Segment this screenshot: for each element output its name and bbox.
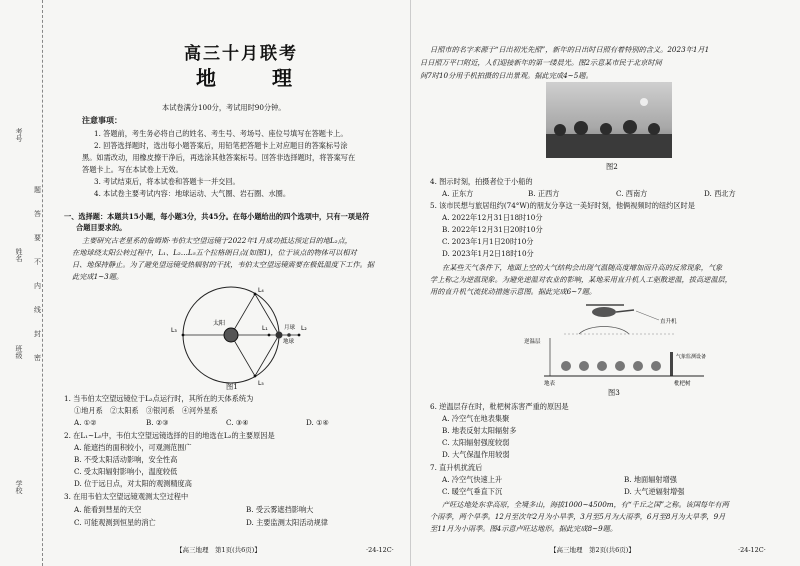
name-label: 姓名	[15, 248, 23, 262]
airflow-arrow	[579, 327, 629, 335]
q3-choice-a: A. 能看到彗星的天空	[74, 505, 142, 514]
q3-choice-d: D. 主要监测太阳活动规律	[246, 518, 328, 527]
leader-line	[636, 311, 659, 320]
page-1-code: ·24-12C·	[366, 546, 394, 554]
figure-1-lagrange	[166, 280, 316, 392]
moon-label: 月球	[284, 325, 296, 331]
figure-3-helicopter-diagram	[524, 298, 714, 388]
q7-choice-c: C. 暖空气垂直下沉	[442, 487, 503, 496]
q5-choice-d: D. 2023年1月2日18时10分	[442, 249, 534, 258]
seal-line-text	[34, 185, 44, 377]
q4-choice-b: B. 正西方	[528, 189, 560, 198]
notice-line: 2. 回答选择题时，选出每小题答案后，用铅笔把答题卡上对应题目的答案标号涂	[94, 141, 348, 150]
seal-char: 要	[34, 234, 41, 242]
passage-line: 日照市的名字来源于“日出初光先照”，新年的日出时日照有着特别的含义。2023年1月1	[430, 45, 710, 54]
l2-label: L₂	[301, 325, 307, 332]
person-silhouette	[600, 123, 612, 135]
passage-line: 间7时10分用手机拍摄的日出景观。据此完成4~5题。	[420, 71, 593, 80]
person-silhouette	[554, 124, 566, 136]
q7-choice-b: B. 地面辐射增强	[624, 475, 677, 484]
school-label: 学校	[15, 480, 23, 494]
q4-stem: 4. 图示时刻，拍摄者位于小船的	[430, 177, 533, 186]
q1-choice-d: D. ①④	[306, 418, 329, 427]
seal-char: 内	[34, 282, 41, 290]
passage-line: 日日照万平口附近，人们迎接新年的第一缕晨光。图2示意某市民于北京时间	[420, 58, 662, 67]
q2-choice-a: A. 能遮挡的面积较小，可观测范围广	[74, 443, 192, 452]
section-heading: 一、选择题：本题共15小题，每小题3分，共45分。在每小题给出的四个选项中，只有一项是符	[64, 212, 370, 221]
q5-choice-b: B. 2022年12月31日20时10分	[442, 225, 543, 234]
q1-choice-b: B. ②③	[146, 418, 169, 427]
exam-title: 高三十月联考	[184, 44, 298, 64]
seal-char: 密	[34, 354, 41, 362]
sun-icon	[224, 328, 238, 342]
section-heading: 合题目要求的。	[76, 223, 127, 232]
figure-1-caption: 图1	[226, 382, 238, 391]
sun-label: 太阳	[213, 320, 226, 327]
q4-choice-a: A. 正东方	[442, 189, 474, 198]
passage-line: 产旺达地处东非高原，全境多山，海拔1000~4500m，有“千丘之国”之称。该国每年有两	[442, 500, 729, 509]
l4-point	[254, 293, 257, 296]
sun-icon	[640, 98, 648, 106]
earth-label: 地球	[283, 339, 295, 345]
l5-label: L₅	[258, 380, 264, 387]
earth-icon	[276, 332, 283, 339]
passage-line: 在地球绕太阳公转过程中，L₁、L₂…L₅五个拉格朗日点(如图1)，位于该点的物体可以相对	[72, 248, 357, 257]
q7-choice-a: A. 冷空气快速上升	[442, 475, 503, 484]
q7-stem: 7. 直升机扰流后	[430, 463, 483, 472]
subject-title: 地 理	[196, 66, 310, 90]
q1-choice-a: A. ①②	[74, 418, 97, 427]
q3-choice-b: B. 受云雾遮挡影响大	[246, 505, 314, 514]
helicopter-label: 直升机	[660, 319, 677, 325]
passage-line: 此完成1~3题。	[72, 272, 124, 281]
l5-point	[254, 375, 257, 378]
l5-earth-line	[255, 335, 279, 376]
notice-line: 4. 本试卷主要考试内容：地球运动、大气圈、岩石圈、水圈。	[94, 189, 291, 198]
passage-line: 学上称之为逆温现象。为避免逆温对农业的影响，某地采用直升机人工驱散逆温，拔高逆温层，	[430, 275, 732, 284]
exam-no-label: 考号	[15, 128, 23, 142]
notice-line: 1. 答题前，考生务必将自己的姓名、考生号、考场号、座位号填写在答题卡上。	[94, 129, 348, 138]
q2-stem: 2. 在L₁~L₅中，韦伯太空望远镜选择的目的地选在L₂的主要原因是	[64, 431, 275, 440]
q6-stem: 6. 逆温层存在时，枇杷树冻害严重的原因是	[430, 402, 569, 411]
passage-line: 日、地保持静止。为了避免望远镜受热辐射的干扰，韦伯太空望远镜需要在极低温度下工作。据	[72, 260, 374, 269]
crowd-silhouette	[546, 134, 672, 158]
person-silhouette	[623, 120, 637, 134]
q6-choice-b: B. 地表反射太阳辐射多	[442, 426, 517, 435]
passage-line: 在某些天气条件下，地面上空的大气结构会出现气温随高度增加而升高的反常现象，气象	[442, 263, 723, 272]
l1-point	[268, 334, 271, 337]
notice-title: 注意事项：	[82, 115, 122, 125]
l3-label: L₃	[171, 327, 177, 334]
q6-choice-c: C. 太阳辐射强度较弱	[442, 438, 510, 447]
loquat-trees	[561, 361, 661, 371]
seal-char: 不	[34, 258, 41, 266]
sensor-icon	[670, 352, 673, 376]
page-divider	[410, 0, 411, 566]
q5-choice-a: A. 2022年12月31日18时10分	[442, 213, 543, 222]
notice-line: 3. 考试结束后，将本试卷和答题卡一并交回。	[94, 177, 240, 186]
class-label: 班级	[15, 345, 23, 359]
seal-char: 题	[34, 186, 41, 194]
l3-point	[182, 334, 185, 337]
passage-line: 个雨季，两个旱季。12月至次年2月为小旱季，3月至5月为大雨季，6月至8月为大旱季，9月	[430, 512, 726, 521]
q3-choice-c: C. 可能观测到恒星的消亡	[74, 518, 156, 527]
q2-choice-b: B. 不受太阳活动影响，安全性高	[74, 455, 178, 464]
l1-label: L₁	[262, 325, 268, 332]
q2-choice-d: D. 位于远日点，对太阳的观测精度高	[74, 479, 192, 488]
inversion-layer-label: 逆温层	[524, 339, 541, 345]
l2-point	[298, 334, 301, 337]
score-line: 本试卷满分100分，考试用时90分钟。	[162, 103, 286, 112]
figure-2-caption: 图2	[606, 162, 618, 171]
page-2-code: ·24-12C·	[738, 546, 766, 554]
passage-line: 至11月为小雨季。图4示意卢旺达地形。据此完成8~9题。	[430, 524, 618, 533]
seal-char: 封	[34, 330, 41, 338]
q3-stem: 3. 在用韦伯太空望远镜观测太空过程中	[64, 492, 189, 501]
q7-choice-d: D. 大气逆辐射增强	[624, 487, 685, 496]
q1-options: ①地月系 ②太阳系 ③银河系 ④河外星系	[74, 406, 218, 415]
notice-line: 答题卡上。写在本试卷上无效。	[82, 165, 183, 174]
land-label: 地表	[544, 381, 556, 387]
person-silhouette	[574, 121, 588, 135]
q6-choice-d: D. 大气保温作用较弱	[442, 450, 510, 459]
sensor-label: 气象监测设备	[676, 354, 707, 360]
binding-margin	[0, 0, 43, 566]
q5-choice-c: C. 2023年1月1日20时10分	[442, 237, 534, 246]
figure-3-caption: 图3	[608, 388, 620, 397]
q2-choice-c: C. 受太阳辐射影响小，温度较低	[74, 467, 178, 476]
passage-line: 用的直升机气流扰动措施示意图。据此完成6~7题。	[430, 287, 597, 296]
orchard-label: 枇杷树	[674, 381, 691, 387]
figure-2-sunrise-photo	[546, 82, 672, 158]
q6-choice-a: A. 冷空气在地表集聚	[442, 414, 510, 423]
seal-char: 答	[34, 210, 41, 218]
page-2-footer: 【高三地理 第2页(共6页)】	[550, 546, 635, 554]
q1-stem: 1. 当韦伯太空望远镜位于L₂点运行时，其所在的天体系统为	[64, 394, 254, 403]
page-1-footer: 【高三地理 第1页(共6页)】	[176, 546, 261, 554]
q4-choice-d: D. 西北方	[704, 189, 736, 198]
passage-line: 主要研究古老星系的詹姆斯·韦伯太空望远镜于2022年1月成功抵达预定目的地L₂点，	[82, 236, 352, 245]
notice-line: 黑。如需改动，用橡皮擦干净后，再选涂其他答案标号。回答非选择题时，将答案写在	[82, 153, 356, 162]
person-silhouette	[648, 123, 660, 135]
moon-icon	[287, 333, 291, 337]
q5-stem: 5. 该市民想与旅居纽约(74°W)的朋友分享这一美好时刻，他俩视频时的纽约区时是	[430, 201, 695, 210]
seal-char: 线	[34, 306, 41, 314]
helicopter-icon	[586, 305, 634, 317]
l4-label: L₄	[258, 287, 264, 294]
q1-choice-c: C. ③④	[226, 418, 249, 427]
q4-choice-c: C. 西南方	[616, 189, 648, 198]
